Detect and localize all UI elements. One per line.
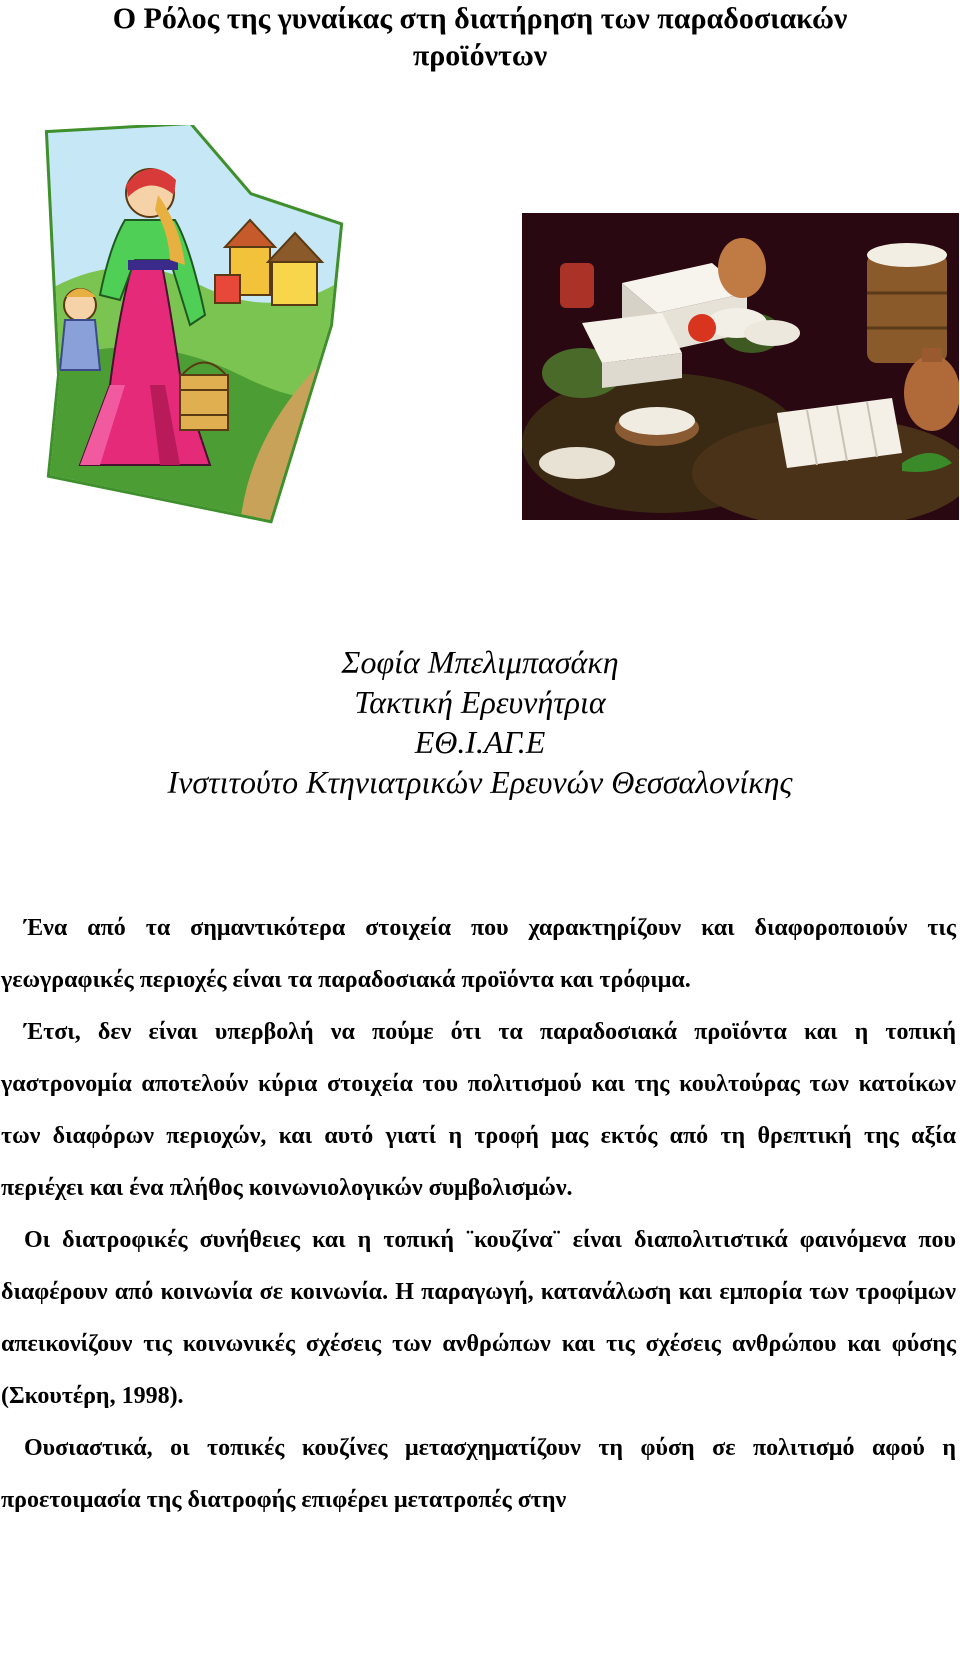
document-title [0, 0, 960, 74]
author-block [0, 642, 960, 802]
author-position: Τακτική Ερευνήτρια [354, 684, 606, 720]
paragraph-4: Ουσιαστικά, οι τοπικές κουζίνες μετασχηματίζουν τη φύση σε πολιτισμό αφού η προετοιμασία της διατροφής επιφέρει μετατροπές στην [1, 1435, 956, 1513]
paragraph-1: Ένα από τα σημαντικότερα στοιχεία που χαρακτηρίζουν και διαφοροποιούν τις γεωγραφικές περιοχές είναι τα παραδοσιακά προϊόντα και τρόφιμα. [1, 915, 956, 993]
woman-with-bucket-illustration [40, 125, 350, 525]
document-title-line-1: Ο Ρόλος της γυναίκας στη διατήρηση των παραδοσιακών [112, 2, 848, 35]
paragraph-3: Οι διατροφικές συνήθειες και η τοπική ¨κουζίνα¨ είναι διαπολιτιστικά φαινόμενα που διαφέρουν από κοινωνία σε κοινωνία. Η παραγωγή, κατανάλωση και εμπορία των τροφίμων απεικονίζουν τις κοινωνικές σχέσεις των ανθρώπων και τις σχέσεις ανθρώπου και φύσης (Σκουτέρη, 1998). [1, 1227, 956, 1409]
document-title-line-2: προϊόντων [412, 39, 548, 72]
traditional-cheese-photo [522, 213, 959, 520]
body-text [1, 902, 956, 1526]
author-institute: Ινστιτούτο Κτηνιατρικών Ερευνών Θεσσαλονίκης [167, 764, 793, 800]
author-name: Σοφία Μπελιμπασάκη [341, 644, 619, 680]
paragraph-2: Έτσι, δεν είναι υπερβολή να πούμε ότι τα παραδοσιακά προϊόντα και η τοπική γαστρονομία αποτελούν κύρια στοιχεία του πολιτισμού και της κουλτούρας των κατοίκων των διαφόρων περιοχών, και αυτό γιατί η τροφή μας εκτός από τη θρεπτική της αξία περιέχει και ένα πλήθος κοινωνιολογικών συμβολισμών. [1, 1019, 956, 1201]
author-organization: ΕΘ.Ι.ΑΓ.Ε [414, 724, 546, 760]
